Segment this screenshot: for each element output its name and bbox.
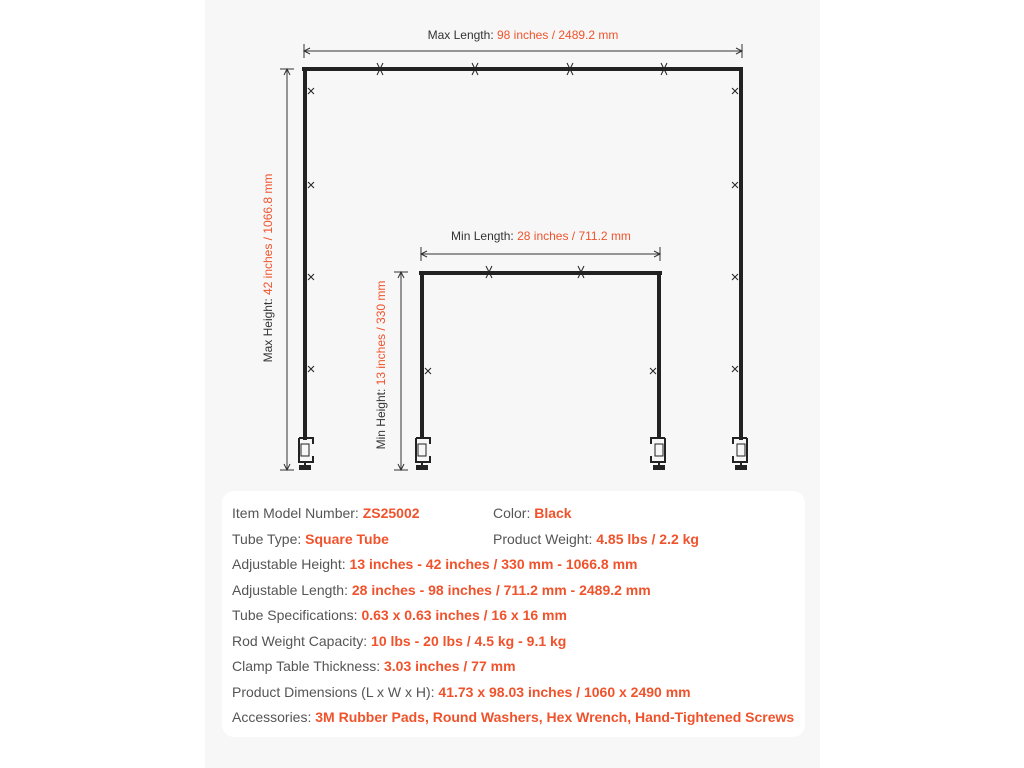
spec-tube-specifications-label: Tube Specifications: xyxy=(232,607,362,623)
min-length-dimension xyxy=(421,247,660,261)
small-right-clamp xyxy=(651,438,665,466)
spec-color-label: Color: xyxy=(493,505,535,521)
spec-adjustable-length-label: Adjustable Length: xyxy=(232,582,352,598)
large-right-clamp xyxy=(733,438,747,466)
spec-clamp-thickness-label: Clamp Table Thickness: xyxy=(232,658,384,674)
spec-adjustable-height xyxy=(232,555,637,573)
spec-adjustable-length-value: 28 inches - 98 inches / 711.2 mm - 2489.2 mm xyxy=(351,582,651,598)
spec-adjustable-height-label: Adjustable Height: xyxy=(232,556,350,572)
spec-color-value: Black xyxy=(534,505,572,521)
max-height-dimension xyxy=(280,69,294,470)
spec-tube-type-label: Tube Type: xyxy=(232,531,306,547)
max-length-label: Max Length: 98 inches / 2489.2 mm xyxy=(427,28,619,42)
spec-model xyxy=(232,504,420,522)
spec-weight-label: Product Weight: xyxy=(493,531,597,547)
spec-color xyxy=(493,504,572,522)
spec-accessories xyxy=(232,708,794,726)
spec-accessories-value: 3M Rubber Pads, Round Washers, Hex Wrench, Hand-Tightened Screws xyxy=(315,709,795,725)
spec-clamp-thickness xyxy=(232,657,516,675)
spec-weight xyxy=(493,530,699,548)
spec-accessories-label: Accessories: xyxy=(232,709,316,725)
spec-product-dimensions-label: Product Dimensions (L x W x H): xyxy=(232,684,439,700)
spec-rod-capacity-label: Rod Weight Capacity: xyxy=(232,633,372,649)
spec-tube-type xyxy=(232,530,389,548)
spec-rod-capacity-value: 10 lbs - 20 lbs / 4.5 kg - 9.1 kg xyxy=(371,633,567,649)
spec-rod-capacity xyxy=(232,632,566,650)
min-height-label: Min Height: 13 inches / 330 mm xyxy=(374,280,388,450)
spec-product-dimensions xyxy=(232,683,691,701)
spec-adjustable-length xyxy=(232,581,651,599)
spec-tube-specifications xyxy=(232,606,567,624)
large-left-clamp xyxy=(299,438,313,466)
spec-weight-value: 4.85 lbs / 2.2 kg xyxy=(596,531,699,547)
max-height-label: Max Height: 42 inches / 1066.8 mm xyxy=(261,173,275,363)
min-length-label: Min Length: 28 inches / 711.2 mm xyxy=(451,229,631,243)
spec-tube-type-value: Square Tube xyxy=(305,531,389,547)
max-length-dimension xyxy=(304,44,742,58)
spec-adjustable-height-value: 13 inches - 42 inches / 330 mm - 1066.8 mm xyxy=(349,556,638,572)
large-frame xyxy=(299,63,747,470)
spec-model-value: ZS25002 xyxy=(362,505,420,521)
small-left-clamp xyxy=(416,438,430,466)
spec-tube-specifications-value: 0.63 x 0.63 inches / 16 x 16 mm xyxy=(361,607,567,623)
spec-clamp-thickness-value: 3.03 inches / 77 mm xyxy=(384,658,516,674)
small-frame xyxy=(416,266,665,470)
spec-product-dimensions-value: 41.73 x 98.03 inches / 1060 x 2490 mm xyxy=(438,684,691,700)
min-height-dimension xyxy=(394,272,408,470)
spec-model-label: Item Model Number: xyxy=(232,505,363,521)
